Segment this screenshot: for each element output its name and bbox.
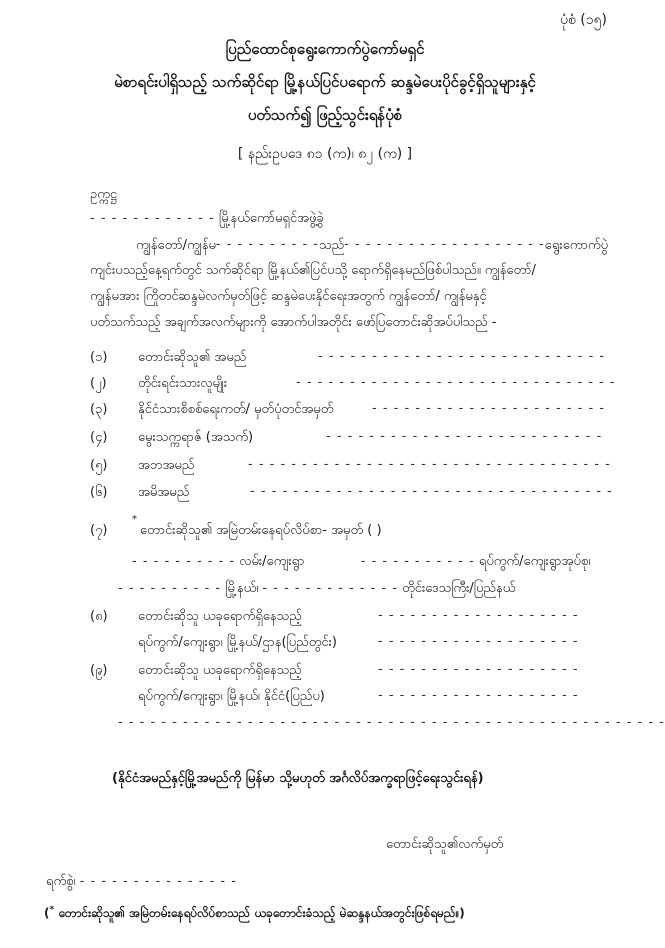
- intro-label-i: ကျွန်တော်/ကျွန်မ: [136, 238, 216, 253]
- addressee-office: မြို့နယ်ကော်မရှင်အဖွဲ့ခွဲ: [218, 211, 324, 226]
- item-8-num: (၈): [90, 609, 108, 624]
- rule-reference: [ နည်းဥပဒေ ၈၁ (က)၊ ၈၂ (က) ]: [237, 146, 413, 162]
- item-5-label: အဘအမည်: [138, 458, 195, 473]
- item-9-label-2: ရပ်ကွက်/ကျေးရွာ၊ မြို့နယ်၊ နိုင်ငံ(ပြည်ပ): [138, 689, 325, 704]
- ward-blank[interactable]: - - - - - - - - - - -: [360, 554, 475, 569]
- date-line: [46, 873, 237, 892]
- item-9-label-1: တောင်းဆိုသူ ယခုရောက်ရှိနေသည့်: [138, 663, 302, 678]
- item-7-label: တောင်းဆိုသူ၏ အမြဲတမ်းနေရပ်လိပ်စာ- အမှတ် ( ): [140, 523, 382, 538]
- item-5-blank[interactable]: - - - - - - - - - - - - - - - - - - - - - - - - - - - - - - - - - -: [248, 457, 611, 472]
- item-9-blank-3[interactable]: - - - - - - - - - - - - - - - - - - - - - - - - - - - - - - - - - - - - - - - - - - - - - - - - - - -: [118, 715, 665, 730]
- addressee-blank[interactable]: - - - - - - - - - - - -: [90, 211, 215, 226]
- item-7-num: (၇): [90, 523, 108, 538]
- intro-line-4: ပတ်သက်သည့် အချက်အလက်များကို အောက်ပါအတိုင်း ဖော်ပြတောင်းဆိုအပ်ပါသည် -: [90, 315, 497, 330]
- item-9-num: (၉): [90, 663, 108, 678]
- country-city-instruction: (နိုင်ငံအမည်နှင့်မြို့အမည်ကို မြန်မာ သို့မဟုတ် အင်္ဂလိပ်အက္ခရာဖြင့်ရေးသွင်းရန်): [112, 771, 484, 786]
- item-4-num: (၄): [90, 430, 108, 445]
- item-8-blank-2[interactable]: - - - - - - - - - - - - - - - - - - -: [378, 634, 579, 649]
- form-number: ပုံစံ (၁၅): [560, 12, 607, 28]
- item-2-blank[interactable]: - - - - - - - - - - - - - - - - - - - - - - - - - - - - - -: [296, 375, 616, 390]
- item-8-label-2: ရပ်ကွက်/ကျေးရွာ၊ မြို့နယ်/ဌာန(ပြည်တွင်း): [138, 635, 337, 650]
- footnote: [44, 905, 465, 923]
- township-label: မြို့နယ်၊: [225, 581, 259, 596]
- township-blank[interactable]: - - - - - - - - - -: [118, 581, 222, 596]
- item-6-blank[interactable]: - - - - - - - - - - - - - - - - - - - - - - - - - - - - - - - - - -: [250, 484, 613, 499]
- intro-label-su: သည်: [319, 238, 345, 253]
- street-blank[interactable]: - - - - - - - - - -: [132, 554, 236, 569]
- ward-label: ရပ်ကွက်/ကျေးရွာအုပ်စု၊: [478, 554, 591, 569]
- region-label: တိုင်းဒေသကြီး/ပြည်နယ်: [402, 581, 516, 596]
- item-2-num: (၂): [90, 376, 107, 391]
- intro-label-election: ရွေးကောက်ပွဲ: [544, 238, 608, 253]
- date-label: ရက်စွဲ၊: [46, 874, 76, 889]
- item-6-label: အမိအမည်: [138, 485, 190, 500]
- item-8-blank-1[interactable]: - - - - - - - - - - - - - - - - - - -: [378, 608, 579, 623]
- item-7-row-1: [132, 553, 590, 572]
- footnote-asterisk: *: [49, 905, 55, 915]
- item-4-blank[interactable]: - - - - - - - - - - - - - - - - - - - - - - - - - -: [326, 429, 603, 444]
- header-line-2: မဲစာရင်းပါရှိသည့် သက်ဆိုင်ရာ မြို့နယ်ပြင်ပရောက် ဆန္ဒမဲပေးပိုင်ခွင့်ရှိသူများနှင့်: [114, 73, 536, 91]
- item-4-label: မွေးသက္ကရာဇ် (အသက်): [138, 430, 254, 445]
- date-blank[interactable]: - - - - - - - - - - - - - - -: [79, 874, 237, 889]
- intro-line-1: [136, 237, 608, 256]
- item-2-label: တိုင်းရင်းသားလူမျိုး: [138, 376, 228, 391]
- item-9-blank-2[interactable]: - - - - - - - - - - - - - - - - - - -: [378, 688, 579, 703]
- name-blank[interactable]: - - - - - - - - - -: [215, 237, 319, 252]
- item-6-num: (၆): [90, 485, 108, 500]
- item-7-asterisk: *: [132, 514, 137, 525]
- intro-line-2: ကျင်းပသည့်နေ့ရက်တွင် သက်ဆိုင်ရာ မြို့နယ်၏ပြင်ပသို့ ရောက်ရှိနေမည်ဖြစ်ပါသည်။ ကျွန်တော်/: [90, 263, 536, 278]
- item-8-label-1: တောင်းဆိုသူ ယခုရောက်ရှိနေသည့်: [138, 609, 302, 624]
- header-line-1: ပြည်ထောင်စုရွေးကောက်ပွဲကော်မရှင်: [225, 40, 425, 58]
- item-7-row-2: [118, 580, 515, 599]
- signature-label: တောင်းဆိုသူ၏လက်မှတ်: [386, 837, 504, 852]
- item-3-label: နိုင်ငံသားစိစစ်ရေးကတ်/ မှတ်ပုံတင်အမှတ်: [138, 402, 334, 417]
- item-3-num: (၃): [90, 402, 108, 417]
- item-3-blank[interactable]: - - - - - - - - - - - - - - - - - - - - - -: [372, 401, 605, 416]
- item-9-blank-1[interactable]: - - - - - - - - - - - - - - - - - - -: [378, 662, 579, 677]
- item-5-num: (၅): [90, 458, 108, 473]
- street-label: လမ်း/ကျေးရွာ: [239, 554, 305, 569]
- election-blank[interactable]: - - - - - - - - - - - - - - - - - - -: [344, 237, 545, 252]
- item-1-num: (၁): [90, 350, 108, 365]
- salutation: ဥက္ကဋ္ဌ: [90, 187, 117, 202]
- item-1-label: တောင်းဆိုသူ၏ အမည်: [138, 350, 247, 365]
- addressee-line: [90, 210, 324, 229]
- footnote-open-paren: (: [44, 906, 50, 920]
- header-line-3: ပတ်သက်၍ ဖြည့်သွင်းရန်ပုံစံ: [247, 106, 403, 124]
- footnote-text: တောင်းဆိုသူ၏ အမြဲတမ်းနေရပ်လိပ်စာသည် ယခုတောင်းခံသည့် မဲဆန္ဒနယ်အတွင်းဖြစ်ရမည်။): [58, 906, 465, 920]
- item-1-blank[interactable]: - - - - - - - - - - - - - - - - - - - - - - - - - - -: [318, 349, 606, 364]
- intro-line-3: ကျွန်မအား ကြိုတင်ဆန္ဒမဲလက်မှတ်ဖြင့် ဆန္ဒမဲပေးနိုင်ရေးအတွက် ကျွန်တော်/ ကျွန်မနှင့်: [90, 289, 487, 304]
- region-blank[interactable]: - - - - - - - - - - - - -: [262, 581, 398, 596]
